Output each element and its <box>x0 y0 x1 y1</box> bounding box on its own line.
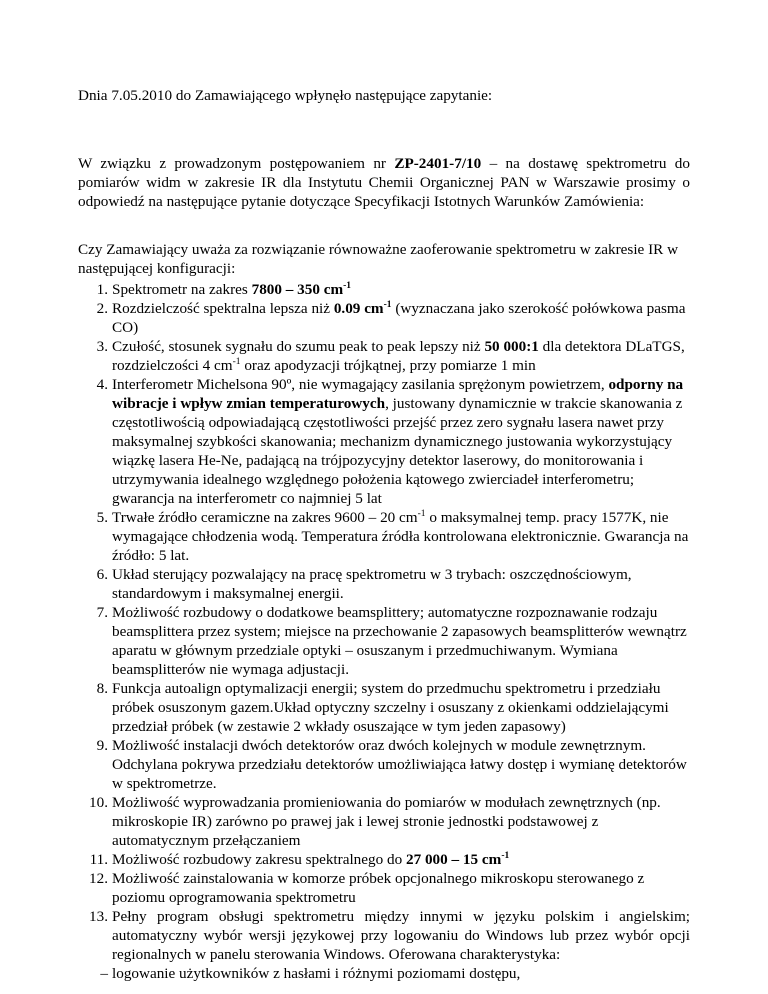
list-item-text: Możliwość wyprowadzania promieniowania do pomiarów w modułach zewnętrznych (np. mikroskopie IR) zarówno po prawej jak i lewej stronie jednostki podstawowej z automatycznym przełączaniem <box>112 794 661 849</box>
text-part: dla detektora DLaTGS, rozdzielczości 4 cm <box>112 338 685 374</box>
text-part: Trwałe źródło ceramiczne na zakres 9600 – 20 cm <box>112 509 418 526</box>
list-item-text <box>112 300 685 336</box>
intro-line: Dnia 7.05.2010 do Zamawiającego wpłynęło następujące zapytanie: <box>78 87 493 104</box>
bold-value: 7800 – 350 cm <box>251 281 344 298</box>
text-part: (wyznaczana jako szerokość połówkowa pasma CO) <box>112 300 686 336</box>
superscript: -1 <box>343 281 352 291</box>
list-item-text: Możliwość rozbudowy o dodatkowe beamsplittery; automatyczne rozpoznawanie rodzaju beamsplittera przez system; miejsce na przechowanie 2 zapasowych beamsplitterów wewnątrz aparatu w głównym przedziale optyki – osuszanym i przedmuchiwanym. Wymiana beamsplitterów nie wymaga adjustacji. <box>112 604 687 678</box>
list-item <box>78 850 690 869</box>
list-item <box>78 565 690 603</box>
list-item-text: Możliwość zainstalowania w komorze próbek opcjonalnego mikroskopu sterowanego z poziomu oprogramowania spektrometru <box>112 870 645 906</box>
text-part: , justowany dynamicznie w trakcie skanowania z częstotliwością odpowiadającą częstotliwości przejść przez zero sygnału lasera nawet przy maksymalnej szybkości skanowania; mechanizm dynamicznego justowania wykorzystujący wiązkę lasera He-Ne, padającą na trójpozycyjny detektor laserowy, do monitorowania i utrzymywania idealnego względnego położenia kątowego zwierciadeł interferometru; gwarancja na interferometr co najmniej 5 lat <box>112 395 683 507</box>
text-part: oraz apodyzacji trójkątnej, przy pomiarze 1 min <box>240 357 536 374</box>
superscript: -1 <box>232 357 241 367</box>
list-item-text <box>112 851 509 868</box>
configuration-list <box>78 280 690 983</box>
list-item <box>78 907 690 964</box>
list-item <box>78 793 690 850</box>
list-item-number: 5. <box>96 509 108 526</box>
bold-value: 50 000:1 <box>484 338 539 355</box>
bold-value: 0.09 cm <box>333 300 384 317</box>
dash-list-item <box>78 964 690 983</box>
request-paragraph-text-a: W związku z prowadzonym postępowaniem nr <box>78 155 395 172</box>
text-part: Czułość, stosunek sygnału do szumu peak to peak lepszy niż <box>112 338 485 355</box>
list-item-number: 12. <box>89 870 108 887</box>
list-item <box>78 375 690 508</box>
list-item <box>78 508 690 565</box>
superscript: -1 <box>501 851 510 861</box>
superscript: -1 <box>417 509 426 519</box>
list-item-number: 4. <box>96 376 108 393</box>
list-item-text: Możliwość instalacji dwóch detektorów oraz dwóch kolejnych w module zewnętrznym. Odchylana pokrywa przedziału detektorów umożliwiająca łatwy dostęp i wymianę detektorów w spektrometrze. <box>112 737 687 792</box>
list-item <box>78 869 690 907</box>
dash-item-text: logowanie użytkowników z hasłami i różnymi poziomami dostępu, <box>112 965 521 982</box>
list-item <box>78 603 690 679</box>
text-part: Możliwość rozbudowy zakresu spektralnego do <box>112 851 406 868</box>
list-item-number: 3. <box>96 338 108 355</box>
list-item-text <box>112 376 683 507</box>
text-part: o maksymalnej temp. pracy 1577K, nie wymagające chłodzenia wodą. Temperatura źródła kontrolowana elektronicznie. Gwarancja na źródło: 5 lat. <box>112 509 689 564</box>
list-item-text: Pełny program obsługi spektrometru między innymi w języku polskim i angielskim; automatyczny wybór wersji językowej przy logowaniu do Windows lub przez wybór opcji regionalnych w panelu sterowania Windows. Oferowana charakterystyka: <box>112 908 690 963</box>
dash-marker: – <box>100 965 108 982</box>
case-number: ZP-2401-7/10 <box>394 155 482 172</box>
text-part: Rozdzielczość spektralna lepsza niż <box>112 300 334 317</box>
list-item-number: 1. <box>96 281 108 298</box>
request-paragraph-text-c: – na dostawę spektrometru do pomiarów widm w zakresie IR dla Instytutu Chemii Organicznej PAN w Warszawie prosimy o odpowiedź na następujące pytanie dotyczące Specyfikacji Istotnych Warunków Zamówienia: <box>78 155 690 210</box>
list-item-text: Funkcja autoalign optymalizacji energii; system do przedmuchu spektrometru i przedziału próbek osuszonym gazem.Układ optyczny szczelny i osuszany z okienkami oddzielającymi przedział próbek (w zestawie 2 wkłady osuszające w tym jeden zapasowy) <box>112 680 669 735</box>
list-item <box>78 280 690 299</box>
list-item <box>78 299 690 337</box>
list-item <box>78 337 690 375</box>
list-item <box>78 736 690 793</box>
question-paragraph: Czy Zamawiający uważa za rozwiązanie równoważne zaoferowanie spektrometru w zakresie IR w następującej konfiguracji: <box>78 241 679 277</box>
list-item-number: 2. <box>96 300 108 317</box>
list-item-number: 7. <box>96 604 108 621</box>
list-item-number: 13. <box>89 908 108 925</box>
list-item-text <box>112 338 685 374</box>
list-item-text: Układ sterujący pozwalający na pracę spektrometru w 3 trybach: oszczędnościowym, standardowym i maksymalnej energii. <box>112 566 632 602</box>
list-item-text <box>112 281 351 298</box>
list-item-number: 11. <box>89 851 108 868</box>
list-item-number: 8. <box>96 680 108 697</box>
request-paragraph <box>78 154 690 211</box>
list-item-number: 9. <box>96 737 108 754</box>
list-item-text <box>112 509 688 564</box>
bold-value: 27 000 – 15 cm <box>405 851 502 868</box>
list-item-number: 6. <box>96 566 108 583</box>
superscript: -1 <box>383 300 392 310</box>
bold-value: odporny na wibracje i wpływ zmian temperaturowych <box>112 376 684 412</box>
list-item <box>78 679 690 736</box>
list-item-number: 10. <box>89 794 108 811</box>
text-part: Interferometr Michelsona 90º, nie wymagający zasilania sprężonym powietrzem, <box>112 376 609 393</box>
text-part: Spektrometr na zakres <box>112 281 252 298</box>
